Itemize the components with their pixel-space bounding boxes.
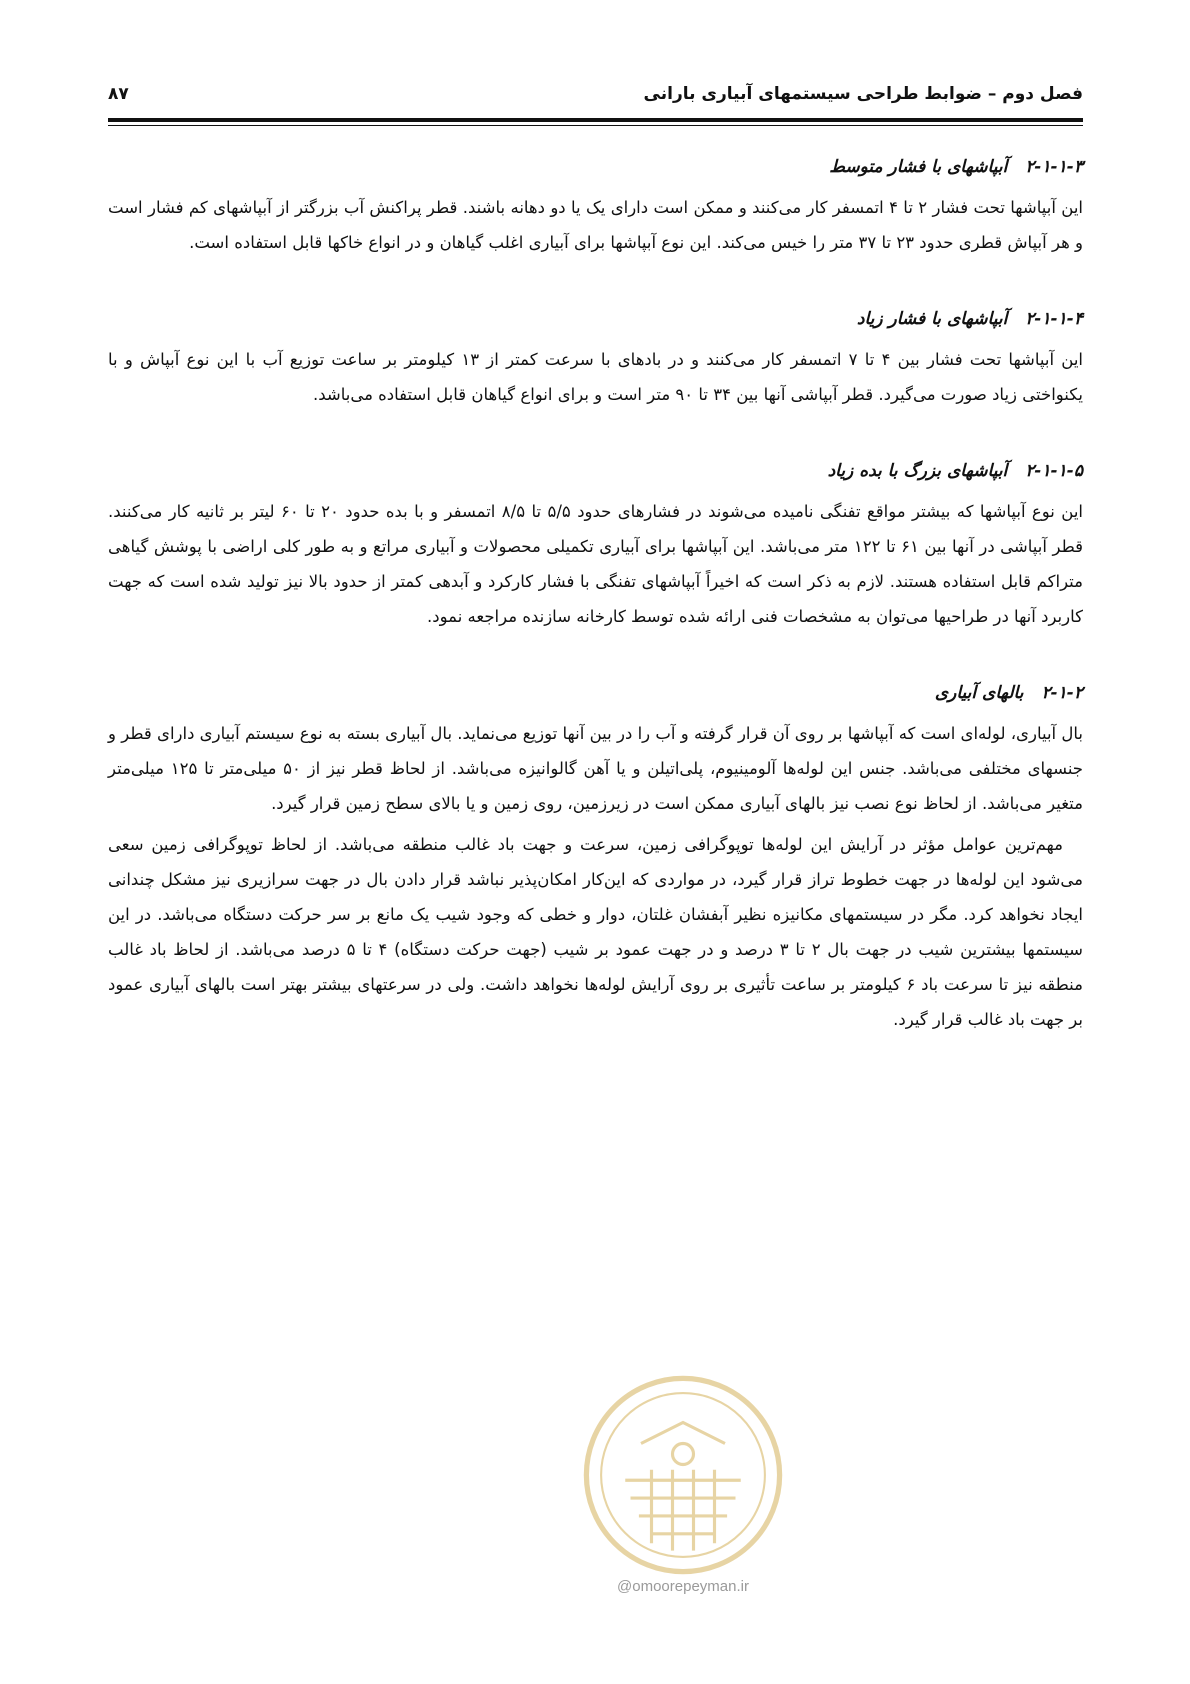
header-rule-thin [108,125,1083,126]
section-heading [108,304,1083,334]
paragraph: بال آبیاری، لوله‌ای است که آبپاشها بر روی آن قرار گرفته و آب را در بین آنها توزیع می‌نماید. بال آبیاری بسته به نوع سیستم آبیاری دارای قطر و جنسهای مختلفی می‌باشد. جنس این لوله‌ها آلومینیوم، پلی‌اتیلن و یا آهن گالوانیزه می‌باشد. از لحاظ قطر نیز از ۵۰ میلی‌متر تا ۱۲۵ میلی‌متر متغیر می‌باشد. از لحاظ نوع نصب نیز بالهای آبیاری ممکن است در زیرزمین، روی زمین و یا بالای سطح زمین قرار گیرد. [108,724,1084,813]
chapter-title: فصل دوم – ضوابط طراحی سیستمهای آبیاری بارانی [643,84,1083,104]
section-title: آبپاشهای با فشار زیاد [856,309,1008,329]
section-number: ۲-۱-۱-۵ [1025,461,1083,481]
paragraph: این آبپاشها تحت فشار ۲ تا ۴ اتمسفر کار می‌کنند و ممکن است دارای یک یا دو دهانه باشند. قطر پراکنش آب بزرگتر از آبپاشهای کم فشار است و هر آبپاش قطری حدود ۲۳ تا ۳۷ متر را خیس می‌کند. این نوع آبپاشها برای آبیاری اغلب گیاهان و در انواع خاکها قابل استفاده است. [108,198,1084,252]
watermark-seal-icon [578,1370,788,1580]
at-icon: @ [617,1578,633,1595]
document-page [108,0,1083,1684]
section-heading [108,456,1083,486]
section-large-high-flow [108,456,1083,634]
section-high-pressure [108,304,1083,412]
section-number: ۲-۱-۱-۳ [1025,157,1083,177]
paragraph: این نوع آبپاشها که بیشتر مواقع تفنگی نامیده می‌شوند در فشارهای حدود ۵/۵ تا ۸/۵ اتمسفر و با بده حدود ۲۰ تا ۶۰ لیتر بر ثانیه کار می‌کنند. قطر آبپاشی در آنها بین ۶۱ تا ۱۲۲ متر می‌باشد. این آبپاشها برای آبیاری تکمیلی محصولات و آبیاری مراتع و به طور کلی اراضی با پوشش گیاهی متراکم قابل استفاده هستند. لازم به ذکر است که اخیراً آبپاشهای تفنگی با فشار کارکرد و آبدهی کمتر از حدود بالا نیز تولید شده است که جهت کاربرد آنها در طراحیها می‌توان به مشخصات فنی ارائه شده توسط کارخانه سازنده مراجعه نمود. [108,502,1084,626]
section-number: ۲-۱-۲ [1041,683,1083,703]
page-number: ۸۷ [108,84,129,104]
section-heading [108,152,1083,182]
section-title: بالهای آبیاری [934,683,1024,703]
section-heading [108,678,1083,708]
section-title: آبپاشهای با فشار متوسط [829,157,1008,177]
watermark-site [568,1578,798,1595]
section-title: آبپاشهای بزرگ با بده زیاد [827,461,1008,481]
paragraph: این آبپاشها تحت فشار بین ۴ تا ۷ اتمسفر کار می‌کنند و در بادهای با سرعت کمتر از ۱۳ کیلومتر بر ساعت توزیع آب با این نوع آبپاش و با یکنواختی زیاد صورت می‌گیرد. قطر آبپاشی آنها بین ۳۴ تا ۹۰ متر است و برای انواع گیاهان قابل استفاده می‌باشد. [108,350,1084,404]
watermark-site-text: omoorepeyman.ir [632,1578,749,1595]
page-header [108,78,1083,110]
section-medium-pressure [108,152,1083,260]
header-rule-thick [108,118,1083,122]
section-lateral-lines [108,678,1083,1037]
paragraph: مهم‌ترین عوامل مؤثر در آرایش این لوله‌ها توپوگرافی زمین، سرعت و جهت باد غالب منطقه می‌باشد. از لحاظ توپوگرافی زمین سعی می‌شود این لوله‌ها در جهت خطوط تراز قرار گیرد، در مواردی که این‌کار امکان‌پذیر نباشد قرار دادن بال در جهت سرازیری نیز مشکل چندانی ایجاد نخواهد کرد. مگر در سیستمهای مکانیزه نظیر آبفشان غلتان، دوار و خطی که وجود شیب یک مانع بر سر حرکت دستگاه می‌باشد. در این سیستمها بیشترین شیب در جهت بال ۲ تا ۳ درصد و در جهت عمود بر شیب (جهت حرکت دستگاه) ۴ تا ۵ درصد می‌باشد. از لحاظ باد غالب منطقه نیز تا سرعت باد ۶ کیلومتر بر ساعت تأثیری بر روی آرایش لوله‌ها نخواهد داشت. ولی در سرعتهای بیشتر بهتر است بالهای آبیاری عمود بر جهت باد غالب قرار گیرد. [108,835,1084,1029]
section-number: ۲-۱-۱-۴ [1025,309,1083,329]
page-content [108,152,1083,1081]
